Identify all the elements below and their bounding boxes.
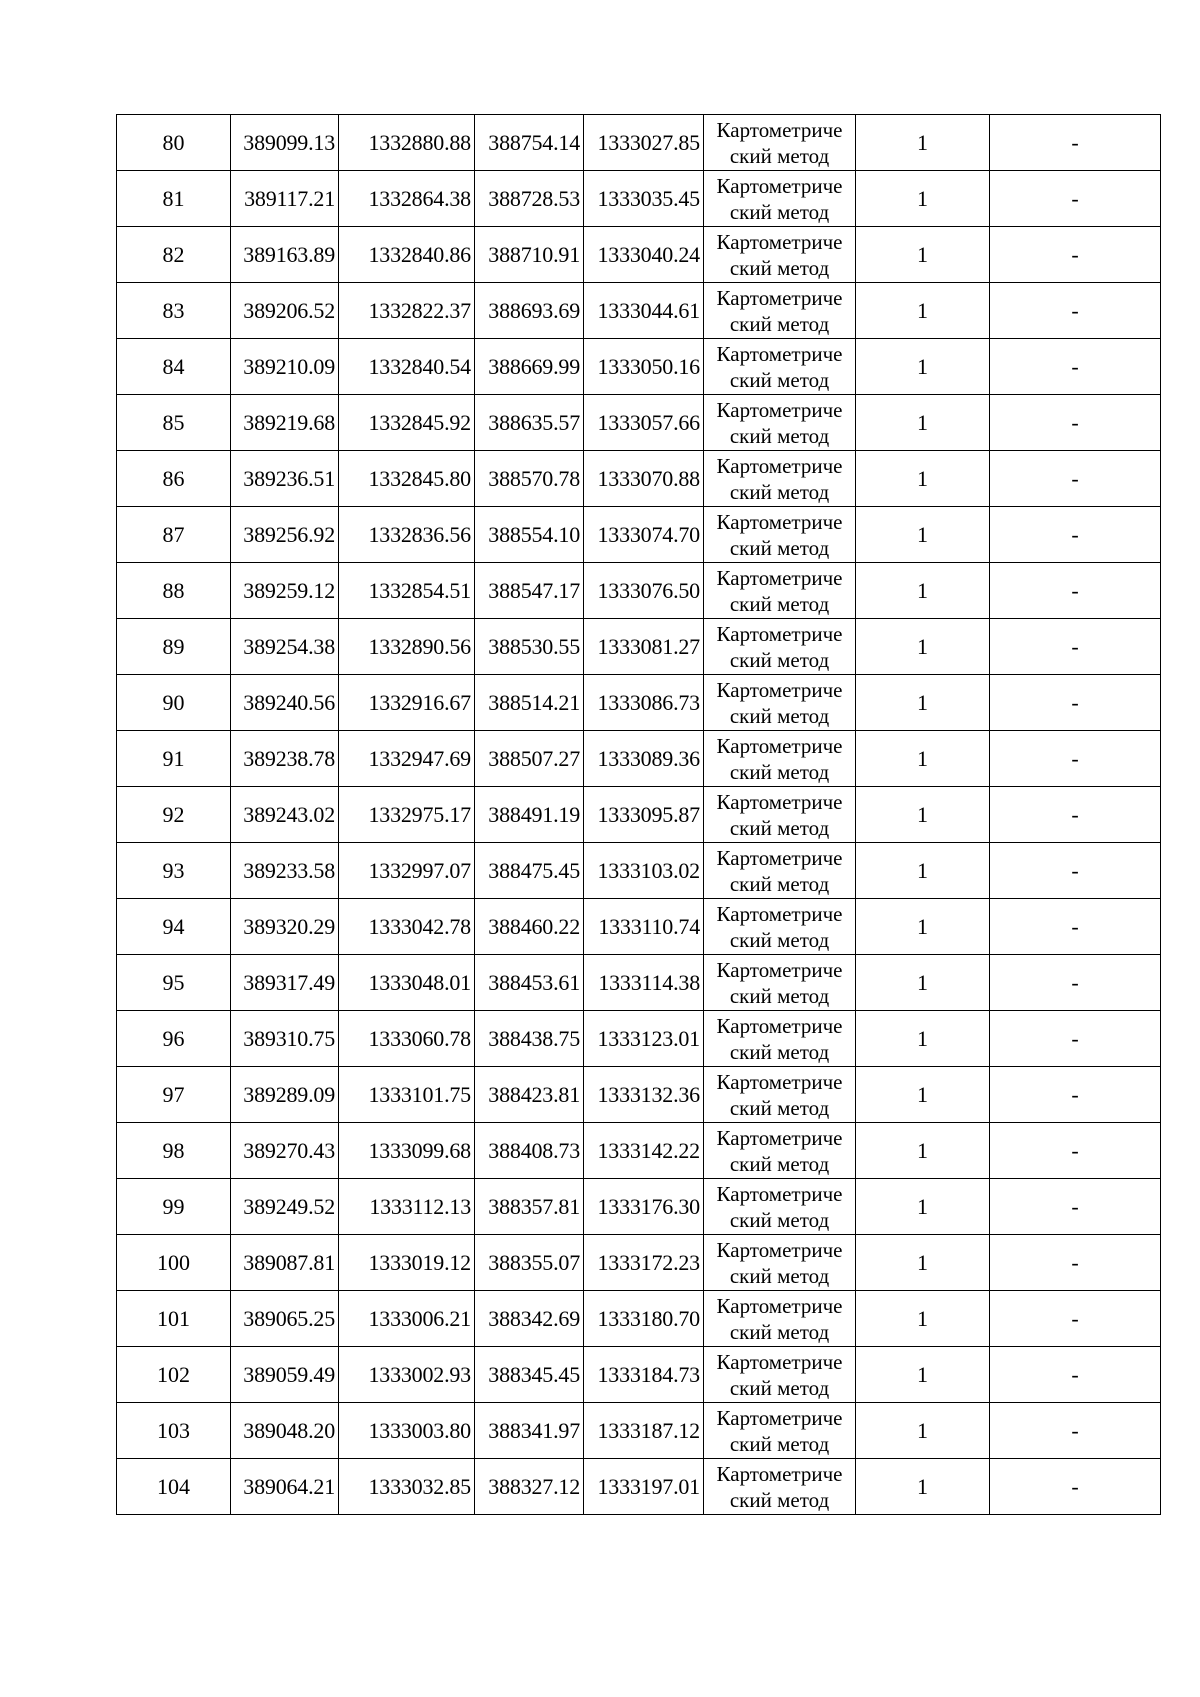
x-coord-existing-cell: 389317.49 — [231, 955, 339, 1011]
method-cell — [704, 395, 856, 451]
method-line-1: Картометриче — [716, 845, 843, 870]
method-cell — [704, 451, 856, 507]
method-cell — [704, 1235, 856, 1291]
point-number-cell: 81 — [117, 171, 231, 227]
x-coord-new-cell: 388475.45 — [475, 843, 584, 899]
method-cell — [704, 171, 856, 227]
method-line-2: ский метод — [729, 423, 830, 448]
table-row — [117, 507, 1161, 563]
table-row — [117, 1403, 1161, 1459]
method-line-1: Картометриче — [716, 229, 843, 254]
note-cell: - — [990, 675, 1161, 731]
y-coord-new-cell: 1333027.85 — [584, 115, 704, 171]
accuracy-cell: 1 — [856, 1235, 990, 1291]
method-cell — [704, 339, 856, 395]
method-line-2: ский метод — [729, 647, 830, 672]
x-coord-new-cell: 388710.91 — [475, 227, 584, 283]
method-line-1: Картометриче — [716, 397, 843, 422]
y-coord-new-cell: 1333132.36 — [584, 1067, 704, 1123]
x-coord-new-cell: 388423.81 — [475, 1067, 584, 1123]
method-line-1: Картометриче — [716, 173, 843, 198]
x-coord-new-cell: 388408.73 — [475, 1123, 584, 1179]
note-cell: - — [990, 843, 1161, 899]
method-line-1: Картометриче — [716, 901, 843, 926]
y-coord-existing-cell: 1333002.93 — [339, 1347, 475, 1403]
y-coord-new-cell: 1333070.88 — [584, 451, 704, 507]
point-number-cell: 90 — [117, 675, 231, 731]
note-cell: - — [990, 1235, 1161, 1291]
table-row — [117, 1179, 1161, 1235]
method-cell — [704, 899, 856, 955]
y-coord-existing-cell: 1332845.80 — [339, 451, 475, 507]
table-row — [117, 731, 1161, 787]
y-coord-existing-cell: 1332854.51 — [339, 563, 475, 619]
method-cell — [704, 955, 856, 1011]
point-number-cell: 93 — [117, 843, 231, 899]
y-coord-new-cell: 1333040.24 — [584, 227, 704, 283]
method-cell — [704, 1403, 856, 1459]
x-coord-new-cell: 388693.69 — [475, 283, 584, 339]
y-coord-new-cell: 1333103.02 — [584, 843, 704, 899]
point-number-cell: 88 — [117, 563, 231, 619]
x-coord-existing-cell: 389238.78 — [231, 731, 339, 787]
x-coord-new-cell: 388491.19 — [475, 787, 584, 843]
method-line-1: Картометриче — [716, 1349, 843, 1374]
y-coord-new-cell: 1333123.01 — [584, 1011, 704, 1067]
x-coord-new-cell: 388327.12 — [475, 1459, 584, 1515]
method-line-2: ский метод — [729, 703, 830, 728]
method-line-2: ский метод — [729, 759, 830, 784]
point-number-cell: 98 — [117, 1123, 231, 1179]
point-number-cell: 87 — [117, 507, 231, 563]
x-coord-existing-cell: 389117.21 — [231, 171, 339, 227]
accuracy-cell: 1 — [856, 563, 990, 619]
x-coord-existing-cell: 389059.49 — [231, 1347, 339, 1403]
x-coord-existing-cell: 389254.38 — [231, 619, 339, 675]
accuracy-cell: 1 — [856, 1459, 990, 1515]
x-coord-existing-cell: 389310.75 — [231, 1011, 339, 1067]
method-line-1: Картометриче — [716, 789, 843, 814]
y-coord-existing-cell: 1332836.56 — [339, 507, 475, 563]
x-coord-existing-cell: 389087.81 — [231, 1235, 339, 1291]
x-coord-new-cell: 388514.21 — [475, 675, 584, 731]
y-coord-existing-cell: 1332845.92 — [339, 395, 475, 451]
x-coord-new-cell: 388669.99 — [475, 339, 584, 395]
x-coord-existing-cell: 389243.02 — [231, 787, 339, 843]
accuracy-cell: 1 — [856, 1011, 990, 1067]
accuracy-cell: 1 — [856, 115, 990, 171]
table-row — [117, 283, 1161, 339]
y-coord-new-cell: 1333044.61 — [584, 283, 704, 339]
y-coord-existing-cell: 1332947.69 — [339, 731, 475, 787]
accuracy-cell: 1 — [856, 1123, 990, 1179]
y-coord-existing-cell: 1332916.67 — [339, 675, 475, 731]
method-line-2: ский метод — [729, 871, 830, 896]
method-line-1: Картометриче — [716, 1405, 843, 1430]
y-coord-new-cell: 1333197.01 — [584, 1459, 704, 1515]
point-number-cell: 104 — [117, 1459, 231, 1515]
x-coord-new-cell: 388635.57 — [475, 395, 584, 451]
table-row — [117, 619, 1161, 675]
y-coord-existing-cell: 1333060.78 — [339, 1011, 475, 1067]
table-row — [117, 675, 1161, 731]
y-coord-existing-cell: 1332864.38 — [339, 171, 475, 227]
method-line-2: ский метод — [729, 143, 830, 168]
x-coord-new-cell: 388453.61 — [475, 955, 584, 1011]
y-coord-existing-cell: 1333042.78 — [339, 899, 475, 955]
x-coord-new-cell: 388728.53 — [475, 171, 584, 227]
y-coord-new-cell: 1333184.73 — [584, 1347, 704, 1403]
method-line-2: ский метод — [729, 927, 830, 952]
y-coord-existing-cell: 1333048.01 — [339, 955, 475, 1011]
table-row — [117, 395, 1161, 451]
x-coord-existing-cell: 389270.43 — [231, 1123, 339, 1179]
x-coord-existing-cell: 389236.51 — [231, 451, 339, 507]
method-line-2: ский метод — [729, 1375, 830, 1400]
method-line-1: Картометриче — [716, 1237, 843, 1262]
note-cell: - — [990, 1291, 1161, 1347]
note-cell: - — [990, 1347, 1161, 1403]
table-row — [117, 1067, 1161, 1123]
table-row — [117, 1347, 1161, 1403]
method-line-2: ский метод — [729, 1487, 830, 1512]
method-line-2: ский метод — [729, 535, 830, 560]
x-coord-existing-cell: 389219.68 — [231, 395, 339, 451]
table-row — [117, 563, 1161, 619]
note-cell: - — [990, 899, 1161, 955]
point-number-cell: 84 — [117, 339, 231, 395]
method-line-1: Картометриче — [716, 117, 843, 142]
note-cell: - — [990, 731, 1161, 787]
accuracy-cell: 1 — [856, 283, 990, 339]
note-cell: - — [990, 619, 1161, 675]
method-line-2: ский метод — [729, 479, 830, 504]
accuracy-cell: 1 — [856, 339, 990, 395]
y-coord-existing-cell: 1332890.56 — [339, 619, 475, 675]
table-row — [117, 171, 1161, 227]
x-coord-existing-cell: 389289.09 — [231, 1067, 339, 1123]
point-number-cell: 103 — [117, 1403, 231, 1459]
y-coord-new-cell: 1333187.12 — [584, 1403, 704, 1459]
method-cell — [704, 675, 856, 731]
method-line-1: Картометриче — [716, 677, 843, 702]
table-row — [117, 1235, 1161, 1291]
accuracy-cell: 1 — [856, 451, 990, 507]
note-cell: - — [990, 451, 1161, 507]
accuracy-cell: 1 — [856, 227, 990, 283]
method-line-2: ский метод — [729, 1039, 830, 1064]
y-coord-new-cell: 1333110.74 — [584, 899, 704, 955]
y-coord-existing-cell: 1333032.85 — [339, 1459, 475, 1515]
x-coord-existing-cell: 389320.29 — [231, 899, 339, 955]
method-line-1: Картометриче — [716, 1181, 843, 1206]
y-coord-existing-cell: 1333003.80 — [339, 1403, 475, 1459]
table-row — [117, 787, 1161, 843]
method-line-2: ский метод — [729, 311, 830, 336]
point-number-cell: 86 — [117, 451, 231, 507]
x-coord-existing-cell: 389210.09 — [231, 339, 339, 395]
note-cell: - — [990, 1011, 1161, 1067]
method-cell — [704, 283, 856, 339]
method-cell — [704, 1179, 856, 1235]
point-number-cell: 91 — [117, 731, 231, 787]
y-coord-new-cell: 1333089.36 — [584, 731, 704, 787]
note-cell: - — [990, 1403, 1161, 1459]
method-line-2: ский метод — [729, 1207, 830, 1232]
x-coord-existing-cell: 389249.52 — [231, 1179, 339, 1235]
x-coord-new-cell: 388754.14 — [475, 115, 584, 171]
x-coord-existing-cell: 389206.52 — [231, 283, 339, 339]
accuracy-cell: 1 — [856, 171, 990, 227]
y-coord-new-cell: 1333081.27 — [584, 619, 704, 675]
table-row — [117, 1459, 1161, 1515]
method-line-1: Картометриче — [716, 957, 843, 982]
method-line-2: ский метод — [729, 1431, 830, 1456]
method-cell — [704, 619, 856, 675]
accuracy-cell: 1 — [856, 507, 990, 563]
x-coord-new-cell: 388547.17 — [475, 563, 584, 619]
method-cell — [704, 227, 856, 283]
accuracy-cell: 1 — [856, 787, 990, 843]
method-line-1: Картометриче — [716, 1293, 843, 1318]
note-cell: - — [990, 1067, 1161, 1123]
method-line-1: Картометриче — [716, 733, 843, 758]
note-cell: - — [990, 1179, 1161, 1235]
method-line-2: ский метод — [729, 815, 830, 840]
table-row — [117, 115, 1161, 171]
x-coord-existing-cell: 389259.12 — [231, 563, 339, 619]
method-cell — [704, 1123, 856, 1179]
accuracy-cell: 1 — [856, 1291, 990, 1347]
x-coord-existing-cell: 389163.89 — [231, 227, 339, 283]
accuracy-cell: 1 — [856, 675, 990, 731]
point-number-cell: 101 — [117, 1291, 231, 1347]
method-cell — [704, 787, 856, 843]
method-cell — [704, 1067, 856, 1123]
point-number-cell: 97 — [117, 1067, 231, 1123]
method-cell — [704, 507, 856, 563]
point-number-cell: 100 — [117, 1235, 231, 1291]
point-number-cell: 99 — [117, 1179, 231, 1235]
method-line-2: ский метод — [729, 199, 830, 224]
coordinates-table — [116, 114, 1161, 1515]
table-row — [117, 1011, 1161, 1067]
accuracy-cell: 1 — [856, 1067, 990, 1123]
y-coord-new-cell: 1333076.50 — [584, 563, 704, 619]
y-coord-existing-cell: 1333006.21 — [339, 1291, 475, 1347]
accuracy-cell: 1 — [856, 395, 990, 451]
point-number-cell: 92 — [117, 787, 231, 843]
method-cell — [704, 731, 856, 787]
x-coord-existing-cell: 389064.21 — [231, 1459, 339, 1515]
x-coord-new-cell: 388438.75 — [475, 1011, 584, 1067]
x-coord-existing-cell: 389065.25 — [231, 1291, 339, 1347]
y-coord-existing-cell: 1333099.68 — [339, 1123, 475, 1179]
y-coord-new-cell: 1333086.73 — [584, 675, 704, 731]
method-line-1: Картометриче — [716, 341, 843, 366]
y-coord-new-cell: 1333057.66 — [584, 395, 704, 451]
y-coord-new-cell: 1333074.70 — [584, 507, 704, 563]
table-row — [117, 227, 1161, 283]
y-coord-new-cell: 1333035.45 — [584, 171, 704, 227]
table-row — [117, 955, 1161, 1011]
y-coord-existing-cell: 1332840.54 — [339, 339, 475, 395]
note-cell: - — [990, 339, 1161, 395]
note-cell: - — [990, 955, 1161, 1011]
method-cell — [704, 1011, 856, 1067]
table-row — [117, 899, 1161, 955]
y-coord-new-cell: 1333114.38 — [584, 955, 704, 1011]
x-coord-new-cell: 388570.78 — [475, 451, 584, 507]
method-line-2: ский метод — [729, 367, 830, 392]
x-coord-new-cell: 388342.69 — [475, 1291, 584, 1347]
x-coord-new-cell: 388530.55 — [475, 619, 584, 675]
method-line-1: Картометриче — [716, 285, 843, 310]
method-line-1: Картометриче — [716, 453, 843, 478]
method-line-1: Картометриче — [716, 1125, 843, 1150]
table-row — [117, 339, 1161, 395]
y-coord-new-cell: 1333095.87 — [584, 787, 704, 843]
method-line-1: Картометриче — [716, 621, 843, 646]
point-number-cell: 85 — [117, 395, 231, 451]
method-line-2: ский метод — [729, 1319, 830, 1344]
y-coord-new-cell: 1333176.30 — [584, 1179, 704, 1235]
table-row — [117, 451, 1161, 507]
note-cell: - — [990, 563, 1161, 619]
table-row — [117, 1291, 1161, 1347]
method-cell — [704, 843, 856, 899]
method-line-1: Картометриче — [716, 1013, 843, 1038]
y-coord-existing-cell: 1332822.37 — [339, 283, 475, 339]
y-coord-existing-cell: 1332840.86 — [339, 227, 475, 283]
accuracy-cell: 1 — [856, 1347, 990, 1403]
method-line-2: ский метод — [729, 983, 830, 1008]
method-line-2: ский метод — [729, 255, 830, 280]
note-cell: - — [990, 227, 1161, 283]
y-coord-new-cell: 1333050.16 — [584, 339, 704, 395]
note-cell: - — [990, 787, 1161, 843]
table-body — [117, 115, 1161, 1515]
method-line-2: ский метод — [729, 591, 830, 616]
method-line-1: Картометриче — [716, 509, 843, 534]
point-number-cell: 83 — [117, 283, 231, 339]
x-coord-new-cell: 388355.07 — [475, 1235, 584, 1291]
x-coord-new-cell: 388507.27 — [475, 731, 584, 787]
accuracy-cell: 1 — [856, 1179, 990, 1235]
method-line-1: Картометриче — [716, 1069, 843, 1094]
point-number-cell: 80 — [117, 115, 231, 171]
accuracy-cell: 1 — [856, 899, 990, 955]
accuracy-cell: 1 — [856, 1403, 990, 1459]
note-cell: - — [990, 171, 1161, 227]
method-cell — [704, 1459, 856, 1515]
x-coord-new-cell: 388341.97 — [475, 1403, 584, 1459]
accuracy-cell: 1 — [856, 843, 990, 899]
point-number-cell: 95 — [117, 955, 231, 1011]
method-cell — [704, 563, 856, 619]
method-line-2: ский метод — [729, 1151, 830, 1176]
accuracy-cell: 1 — [856, 619, 990, 675]
y-coord-new-cell: 1333142.22 — [584, 1123, 704, 1179]
method-line-1: Картометриче — [716, 1461, 843, 1486]
y-coord-existing-cell: 1332997.07 — [339, 843, 475, 899]
x-coord-existing-cell: 389099.13 — [231, 115, 339, 171]
note-cell: - — [990, 1123, 1161, 1179]
y-coord-existing-cell: 1332975.17 — [339, 787, 475, 843]
x-coord-new-cell: 388460.22 — [475, 899, 584, 955]
x-coord-new-cell: 388554.10 — [475, 507, 584, 563]
note-cell: - — [990, 395, 1161, 451]
method-cell — [704, 115, 856, 171]
y-coord-existing-cell: 1333101.75 — [339, 1067, 475, 1123]
accuracy-cell: 1 — [856, 731, 990, 787]
method-line-2: ский метод — [729, 1095, 830, 1120]
x-coord-existing-cell: 389233.58 — [231, 843, 339, 899]
note-cell: - — [990, 115, 1161, 171]
x-coord-existing-cell: 389048.20 — [231, 1403, 339, 1459]
point-number-cell: 94 — [117, 899, 231, 955]
y-coord-existing-cell: 1333112.13 — [339, 1179, 475, 1235]
point-number-cell: 96 — [117, 1011, 231, 1067]
y-coord-new-cell: 1333172.23 — [584, 1235, 704, 1291]
method-line-1: Картометриче — [716, 565, 843, 590]
note-cell: - — [990, 283, 1161, 339]
method-cell — [704, 1347, 856, 1403]
point-number-cell: 89 — [117, 619, 231, 675]
y-coord-existing-cell: 1333019.12 — [339, 1235, 475, 1291]
x-coord-existing-cell: 389240.56 — [231, 675, 339, 731]
x-coord-new-cell: 388345.45 — [475, 1347, 584, 1403]
y-coord-existing-cell: 1332880.88 — [339, 115, 475, 171]
point-number-cell: 102 — [117, 1347, 231, 1403]
method-line-2: ский метод — [729, 1263, 830, 1288]
note-cell: - — [990, 1459, 1161, 1515]
note-cell: - — [990, 507, 1161, 563]
x-coord-existing-cell: 389256.92 — [231, 507, 339, 563]
table-row — [117, 1123, 1161, 1179]
y-coord-new-cell: 1333180.70 — [584, 1291, 704, 1347]
x-coord-new-cell: 388357.81 — [475, 1179, 584, 1235]
table-row — [117, 843, 1161, 899]
method-cell — [704, 1291, 856, 1347]
point-number-cell: 82 — [117, 227, 231, 283]
accuracy-cell: 1 — [856, 955, 990, 1011]
